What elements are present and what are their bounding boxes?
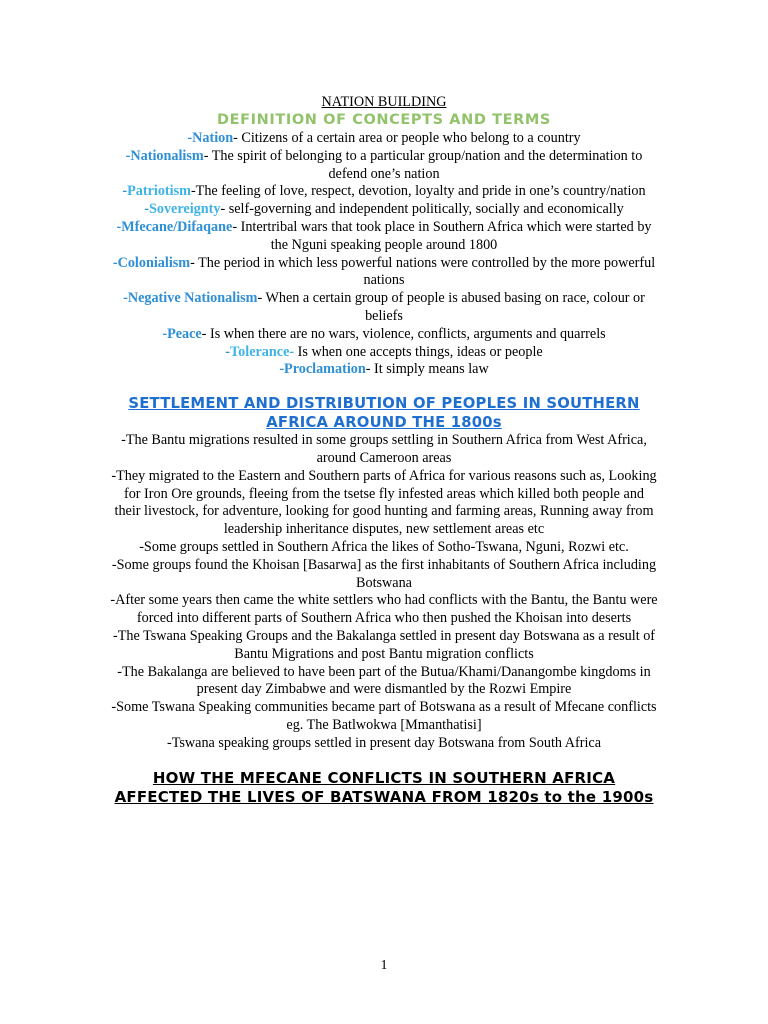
settlement-paragraph: -After some years then came the white settlers who had conflicts with the Bantu, the Bantu were forced into different parts of Southern Africa who then pushed the Khoisan into deserts: [110, 592, 658, 627]
settlement-paragraph: -They migrated to the Eastern and Southern parts of Africa for various reasons such as, Looking for Iron Ore grounds, fleeing from the tsetse fly infested areas which killed both people and their livestock, for adventure, looking for good hunting and farming areas, Running away from leadership inheritance disputes, new settlement areas etc: [111, 467, 657, 538]
definition-text: -The feeling of love, respect, devotion, loyalty and pride in one’s country/nation: [190, 183, 646, 200]
definitions-list: [110, 130, 658, 379]
mfecane-heading-prefix: HOW THE: [152, 768, 240, 787]
mfecane-heading-rest: MFECANE CONFLICTS IN SOUTHERN AFRICA AFFECTED THE LIVES OF BATSWANA FROM 1820s to the 1900s: [114, 768, 654, 806]
definition-term: Nation: [192, 130, 234, 146]
definition-text: - The period in which less powerful nations were controlled by the more powerful nations: [190, 254, 656, 289]
definition-term: Mfecane/Difaqane: [121, 218, 233, 235]
mfecane-section-heading: [110, 769, 658, 807]
definition-item: [110, 183, 658, 201]
settlement-paragraph: -The Bantu migrations resulted in some groups settling in Southern Africa from West Africa, around Cameroon areas: [121, 432, 647, 466]
definition-term-dash: -: [289, 343, 295, 360]
settlement-paragraph: -Some groups found the Khoisan [Basarwa] as the first inhabitants of Southern Africa including Botswana: [111, 556, 657, 591]
definition-item: [110, 130, 658, 148]
definition-text: - self-governing and independent politically, socially and economically: [220, 201, 624, 218]
definition-text: - It simply means law: [365, 361, 489, 378]
settlement-paragraph: -Some Tswana Speaking communities became part of Botswana as a result of Mfecane conflicts eg. The Batlwokwa [Mmanthatisi]: [111, 699, 657, 733]
definition-dash: -: [187, 130, 193, 146]
definition-item: [110, 326, 658, 344]
settlement-section-heading: SETTLEMENT AND DISTRIBUTION OF PEOPLES IN SOUTHERN AFRICA AROUND THE 1800s: [128, 395, 640, 432]
definition-dash: -: [122, 183, 128, 200]
definition-dash: -: [125, 147, 131, 164]
definition-item: [110, 201, 658, 219]
definition-dash: -: [162, 325, 168, 342]
settlement-paragraph: -Tswana speaking groups settled in present day Botswana from South Africa: [167, 734, 601, 751]
definition-item: [110, 148, 658, 184]
definition-text: - Citizens of a certain area or people who belong to a country: [233, 130, 581, 146]
definition-term: Patriotism: [127, 183, 191, 200]
definition-dash: -: [225, 343, 230, 360]
definition-dash: -: [116, 218, 122, 235]
definition-item: [110, 361, 658, 379]
definition-term: Colonialism: [117, 254, 191, 271]
definition-term: Negative Nationalism: [127, 290, 258, 307]
definition-dash: -: [144, 201, 149, 218]
definition-term: Nationalism: [130, 147, 204, 164]
definition-item: [110, 219, 658, 255]
definition-dash: -: [279, 361, 285, 378]
settlement-paragraph: -The Tswana Speaking Groups and the Bakalanga settled in present day Botswana as a result of Bantu Migrations and post Bantu migration conflicts: [112, 627, 656, 662]
definition-text: - Intertribal wars that took place in Southern Africa which were started by the Nguni speaking people around 1800: [232, 218, 652, 253]
definition-text: - When a certain group of people is abused basing on race, colour or beliefs: [257, 290, 645, 324]
definition-dash: -: [112, 254, 118, 271]
definition-dash: -: [123, 290, 128, 307]
definition-term: Sovereignty: [148, 201, 221, 218]
definition-text: Is when one accepts things, ideas or people: [294, 343, 543, 360]
settlement-paragraphs: [110, 432, 658, 752]
definition-term: Proclamation: [284, 361, 366, 378]
definition-item: [110, 255, 658, 291]
page-number: 1: [380, 958, 388, 973]
definition-item: [110, 344, 658, 362]
definition-text: - The spirit of belonging to a particular group/nation and the determination to defend one’s nation: [203, 147, 643, 182]
definition-item: [110, 290, 658, 326]
definition-term: Tolerance: [230, 343, 290, 360]
definitions-subheading: DEFINITION OF CONCEPTS AND TERMS: [217, 112, 551, 128]
definition-text: - Is when there are no wars, violence, conflicts, arguments and quarrels: [201, 325, 606, 342]
settlement-paragraph: -Some groups settled in Southern Africa the likes of Sotho-Tswana, Nguni, Rozwi etc.: [139, 538, 629, 555]
page-title: NATION BUILDING: [321, 94, 447, 110]
definition-term: Peace: [167, 325, 202, 342]
settlement-paragraph: -The Bakalanga are believed to have been part of the Butua/Khami/Danangombe kingdoms in present day Zimbabwe and were dismantled by the Rozwi Empire: [117, 663, 651, 698]
